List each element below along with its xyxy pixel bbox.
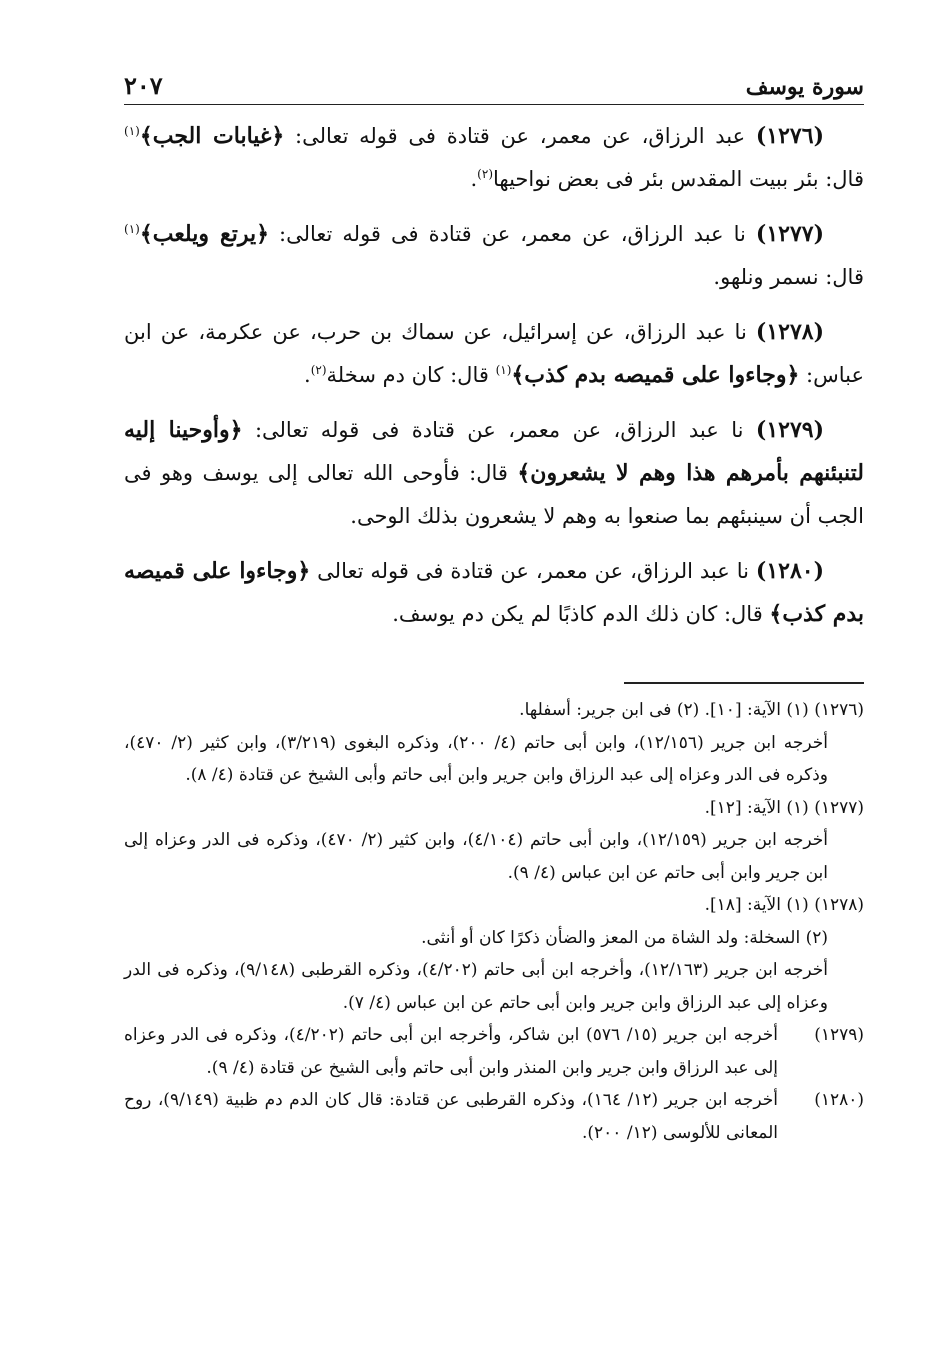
entry-text: نا عبد الرزاق، عن معمر، عن قتادة فى قوله تعالى: [310, 559, 756, 583]
footnote-number: (١٢٨٠): [814, 1090, 864, 1110]
footnote-1279-body: أخرجه ابن جرير (١٥/ ٥٧٦) ابن شاكر، وأخرجه ابن أبى حاتم (٤/٢٠٢)، وذكره فى الدر وعزاه إلى عبد الرزاق وابن جرير وابن المنذر وابن أبى حاتم وأبى الشيخ عن قتادة (٤/ ٩).: [124, 1025, 778, 1078]
quran-verse: ﴿وجاءوا على قميصه بدم كذب﴾: [511, 362, 800, 388]
hadith-entry-1277: [124, 213, 864, 299]
entry-number: (١٢٧٦): [755, 123, 824, 149]
footnote-1280-body: أخرجه ابن جرير (١٢/ ١٦٤)، وذكره القرطبى عن قتادة: قال كان الدم دم ظبية (٩/١٤٩)، روح المعانى للألوسى (١٢/ ٢٠٠).: [124, 1090, 778, 1143]
footnote-ref: (١): [124, 124, 140, 138]
entry-text: قال: فأوحى الله تعالى إلى يوسف وهو فى الجب أن سينبئهم بما صنعوا به وهم لا يشعرون بذلك الوحى.: [124, 461, 864, 528]
entry-text: نا عبد الرزاق، عن إسرائيل، عن سماك بن حرب، عن عكرمة، عن ابن عباس:: [124, 320, 864, 387]
entry-number: (١٢٧٨): [755, 319, 824, 345]
footnote-1276-head: (١٢٧٦) (١) الآية: [١٠]. (٢) فى ابن جرير: أسفلها.: [519, 700, 864, 720]
quran-verse: ﴿يرتع ويلعب﴾: [139, 221, 269, 247]
entry-number: (١٢٧٧): [755, 221, 825, 247]
footnote-ref: (٢): [477, 167, 493, 181]
footnote-ref: (١): [124, 222, 140, 236]
entry-text: .: [470, 167, 478, 191]
entry-text: نا عبد الرزاق، عن معمر، عن قتادة فى قوله تعالى:: [242, 418, 756, 442]
hadith-entry-1279: [124, 409, 864, 538]
quran-verse: ﴿وأوحينا إليه لتنبئنهم بأمرهم هذا وهم لا يشعرون﴾: [124, 417, 864, 486]
entry-number: (١٢٨٠): [755, 558, 824, 584]
entry-text: قال: بئر ببيت المقدس بئر فى بعض نواحيها: [493, 167, 864, 191]
footnote-1278-sub: (٢) السخلة: ولد الشاة من المعز والضأن ذكرًا كان أو أنثى.: [421, 927, 828, 948]
quran-verse: ﴿وجاءوا على قميصه بدم كذب﴾: [124, 558, 864, 627]
footnote-1280: [124, 1084, 864, 1149]
entry-text: قال: كان ذلك الدم كاذبًا لم يكن دم يوسف.: [392, 602, 770, 626]
entry-text: .: [304, 363, 311, 387]
book-page: [124, 60, 864, 1149]
footnote-1278-head: (١٢٧٨) (١) الآية: [١٨].: [704, 895, 864, 915]
footnote-number: (١٢٧٩): [814, 1025, 864, 1045]
running-head: [124, 60, 864, 105]
hadith-entry-1278: [124, 311, 864, 397]
quran-verse: ﴿غيابات الجب﴾: [139, 123, 285, 149]
entry-text: نا عبد الرزاق، عن معمر، عن قتادة فى قوله تعالى:: [268, 222, 756, 246]
footnote-1279: [124, 1019, 864, 1084]
sura-title: سورة يوسف: [745, 74, 864, 100]
entry-number: (١٢٧٩): [755, 417, 824, 443]
footnote-ref: (١): [495, 363, 512, 377]
hadith-entry-1276: [124, 115, 864, 201]
page-number: ٢٠٧: [124, 71, 163, 100]
entry-text: قال: نسمر ونلهو.: [713, 265, 864, 289]
footnote-ref: (٢): [310, 363, 327, 377]
entry-text: عبد الرزاق، عن معمر، عن قتادة فى قوله تعالى:: [284, 124, 756, 148]
hadith-entry-1280: [124, 550, 864, 636]
footnote-1277-body: أخرجه ابن جرير (١٢/١٥٩)، وابن أبى حاتم (٤/١٠٤)، وابن كثير (٢/ ٤٧٠)، وذكره فى الدر وعزاه إلى ابن جرير وابن أبى حاتم عن ابن عباس (٤/ ٩).: [124, 830, 828, 883]
footnote-1277-head: (١٢٧٧) (١) الآية: [١٢].: [704, 797, 864, 818]
footnote-1278-body: أخرجه ابن جرير (١٢/١٦٣)، وأخرجه ابن أبى حاتم (٤/٢٠٢)، وذكره القرطبى (٩/١٤٨)، وذكره فى الدر وعزاه إلى عبد الرزاق وابن جرير وابن أبى حاتم عن ابن عباس (٤/ ٧).: [124, 960, 828, 1013]
entry-text: قال: كان دم سخلة: [326, 363, 496, 387]
footnotes-section: [124, 694, 864, 1149]
footnote-separator: [624, 682, 864, 684]
footnote-1276-body: أخرجه ابن جرير (١٢/١٥٦)، وابن أبى حاتم (٤/ ٢٠٠)، وذكره البغوى (٣/٢١٩)، وابن كثير (٢/ ٤٧٠)، وذكره فى الدر وعزاه إلى عبد الرزاق وابن جرير وابن أبى حاتم وأبى الشيخ عن قتادة (٤/ ٨).: [124, 732, 828, 785]
